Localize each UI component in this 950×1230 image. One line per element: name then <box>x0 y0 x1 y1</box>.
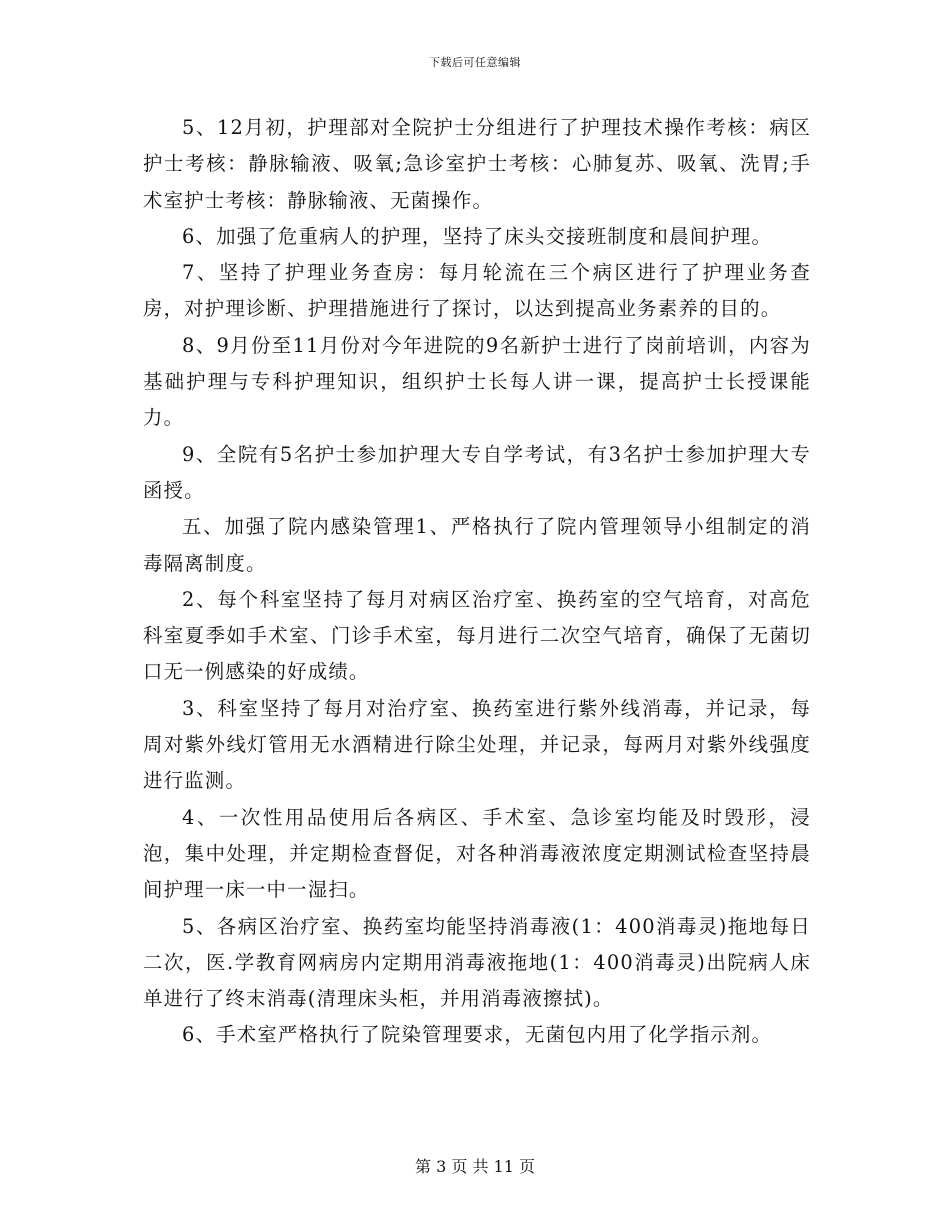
page-number: 第 3 页 共 11 页 <box>415 1157 535 1176</box>
paragraph-item-5-assessment: 5、12月初，护理部对全院护士分组进行了护理技术操作考核：病区护士考核：静脉输液、吸氧;急诊室护士考核：心肺复苏、吸氧、洗胃;手术室护士考核：静脉输液、无菌操作。 <box>143 116 811 212</box>
paragraph-item-9-exams: 9、全院有5名护士参加护理大专自学考试，有3名护士参加护理大专函授。 <box>143 442 811 502</box>
paragraph-item-8-training: 8、9月份至11月份对今年进院的9名新护士进行了岗前培训，内容为基础护理与专科护理知识，组织护士长每人讲一课，提高护士长授课能力。 <box>143 333 811 430</box>
page-header: 下载后可任意编辑 <box>429 56 521 69</box>
paragraph-item-6-critical-care: 6、加强了危重病人的护理，坚持了床头交接班制度和晨间护理。 <box>182 224 773 248</box>
paragraph-item-7-ward-rounds: 7、坚持了护理业务查房：每月轮流在三个病区进行了护理业务查房，对护理诊断、护理措施进行了探讨，以达到提高业务素养的目的。 <box>143 261 811 321</box>
paragraph-item-6-operating-room: 6、手术室严格执行了院染管理要求，无菌包内用了化学指示剂。 <box>182 1023 773 1047</box>
paragraph-item-5-disinfection: 5、各病区治疗室、换药室均能坚持消毒液(1：400消毒灵)拖地每日二次，医.学教育网病房内定期用消毒液拖地(1：400消毒灵)出院病人床单进行了终末消毒(清理床头柜，并用消毒液擦拭)。 <box>143 914 811 1011</box>
paragraph-item-3-uv: 3、科室坚持了每月对治疗室、换药室进行紫外线消毒，并记录，每周对紫外线灯管用无水酒精进行除尘处理，并记录，每两月对紫外线强度进行监测。 <box>143 696 811 793</box>
page-footer <box>0 1154 950 1177</box>
document-body <box>143 110 811 1054</box>
paragraph-item-4-disposables: 4、一次性用品使用后各病区、手术室、急诊室均能及时毁形，浸泡，集中处理，并定期检查督促，对各种消毒液浓度定期测试检查坚持晨间护理一床一中一湿扫。 <box>143 805 811 902</box>
paragraph-item-2-air-culture: 2、每个科室坚持了每月对病区治疗室、换药室的空气培育，对高危科室夏季如手术室、门诊手术室，每月进行二次空气培育，确保了无菌切口无一例感染的好成绩。 <box>143 587 811 684</box>
paragraph-section-5-infection: 五、加强了院内感染管理1、严格执行了院内管理领导小组制定的消毒隔离制度。 <box>143 515 811 575</box>
